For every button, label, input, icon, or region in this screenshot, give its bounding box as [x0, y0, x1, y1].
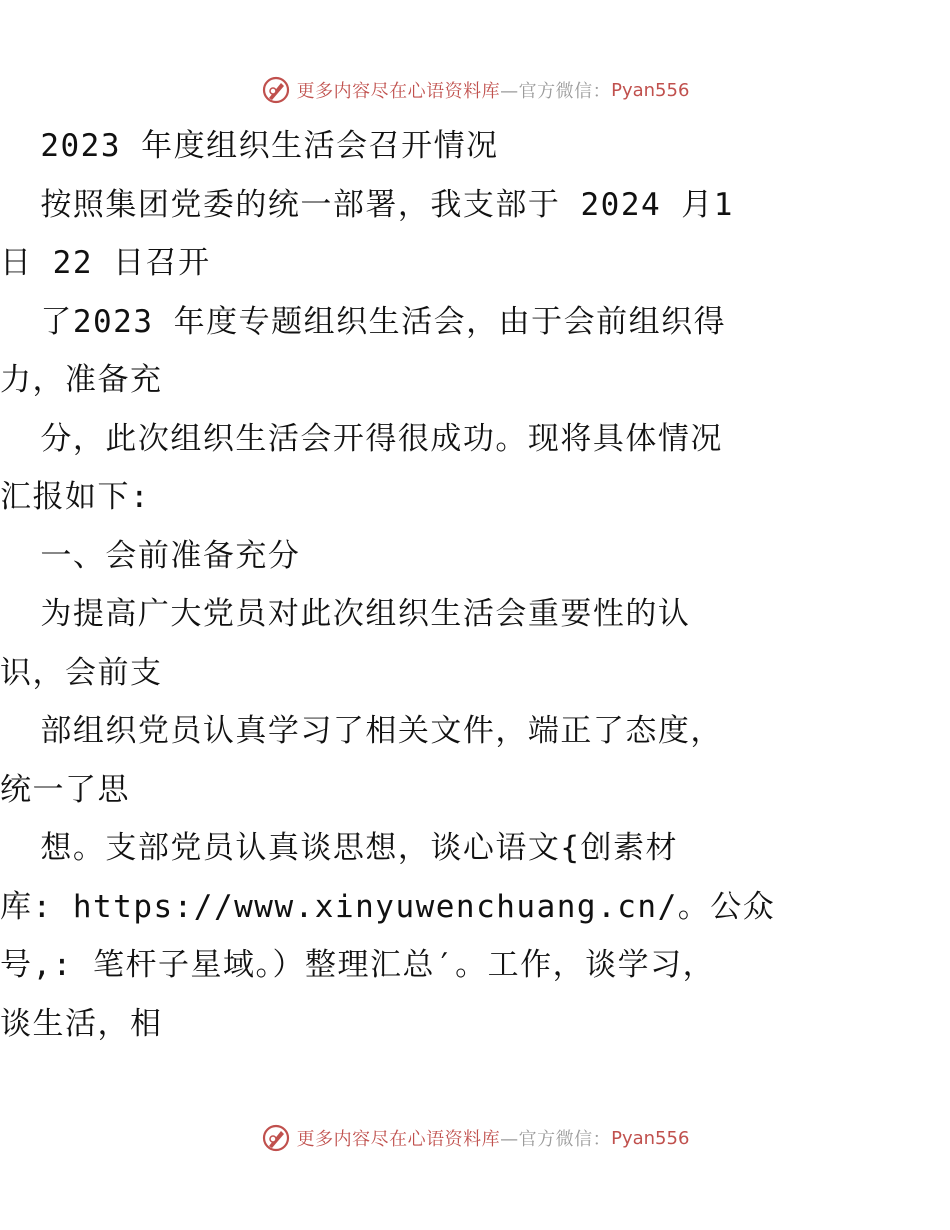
footer-watermark-banner	[0, 1118, 950, 1158]
paragraph-line: 部组织党员认真学习了相关文件，端正了态度，	[0, 713, 723, 749]
watermark-wechat-id: Pyan556	[611, 1127, 690, 1149]
paragraph-line: 力，准备充	[0, 362, 163, 398]
paragraph-line: 为提高广大党员对此次组织生活会重要性的认	[0, 596, 691, 632]
paragraph-line: 了2023 年度专题组织生活会，由于会前组织得	[0, 304, 727, 340]
watermark-separator: —官方微信：	[500, 81, 612, 102]
paragraph-line: 想。支部党员认真谈思想，谈心语文{创素材	[0, 830, 678, 866]
doc-title: 2023 年度组织生活会召开情况	[0, 128, 499, 164]
watermark-text: 更多内容尽在心语资料库	[296, 81, 501, 102]
paragraph-line: 谈生活，相	[0, 1006, 163, 1042]
paragraph-line: 分，此次组织生活会开得很成功。现将具体情况	[0, 421, 723, 457]
paragraph-line: 号,: 笔杆子星域。）整理汇总′。工作，谈学习，	[0, 947, 716, 983]
paragraph-line: 识，会前支	[0, 655, 163, 691]
paragraph-line: 统一了思	[0, 772, 130, 808]
paragraph-line: 汇报如下:	[0, 479, 151, 515]
section-heading: 一、会前准备充分	[0, 538, 301, 574]
paragraph-line: 按照集团党委的统一部署，我支部于 2024 月1	[0, 187, 734, 223]
paragraph-line: 日 22 日召开	[0, 245, 211, 281]
paragraph-line: 库: https://www.xinyuwenchuang.cn/。公众	[0, 889, 776, 925]
quill-pen-logo-icon	[261, 1123, 291, 1153]
watermark-wechat-id: Pyan556	[611, 79, 690, 101]
watermark-separator: —官方微信：	[500, 1129, 612, 1150]
watermark-text: 更多内容尽在心语资料库	[296, 1129, 501, 1150]
